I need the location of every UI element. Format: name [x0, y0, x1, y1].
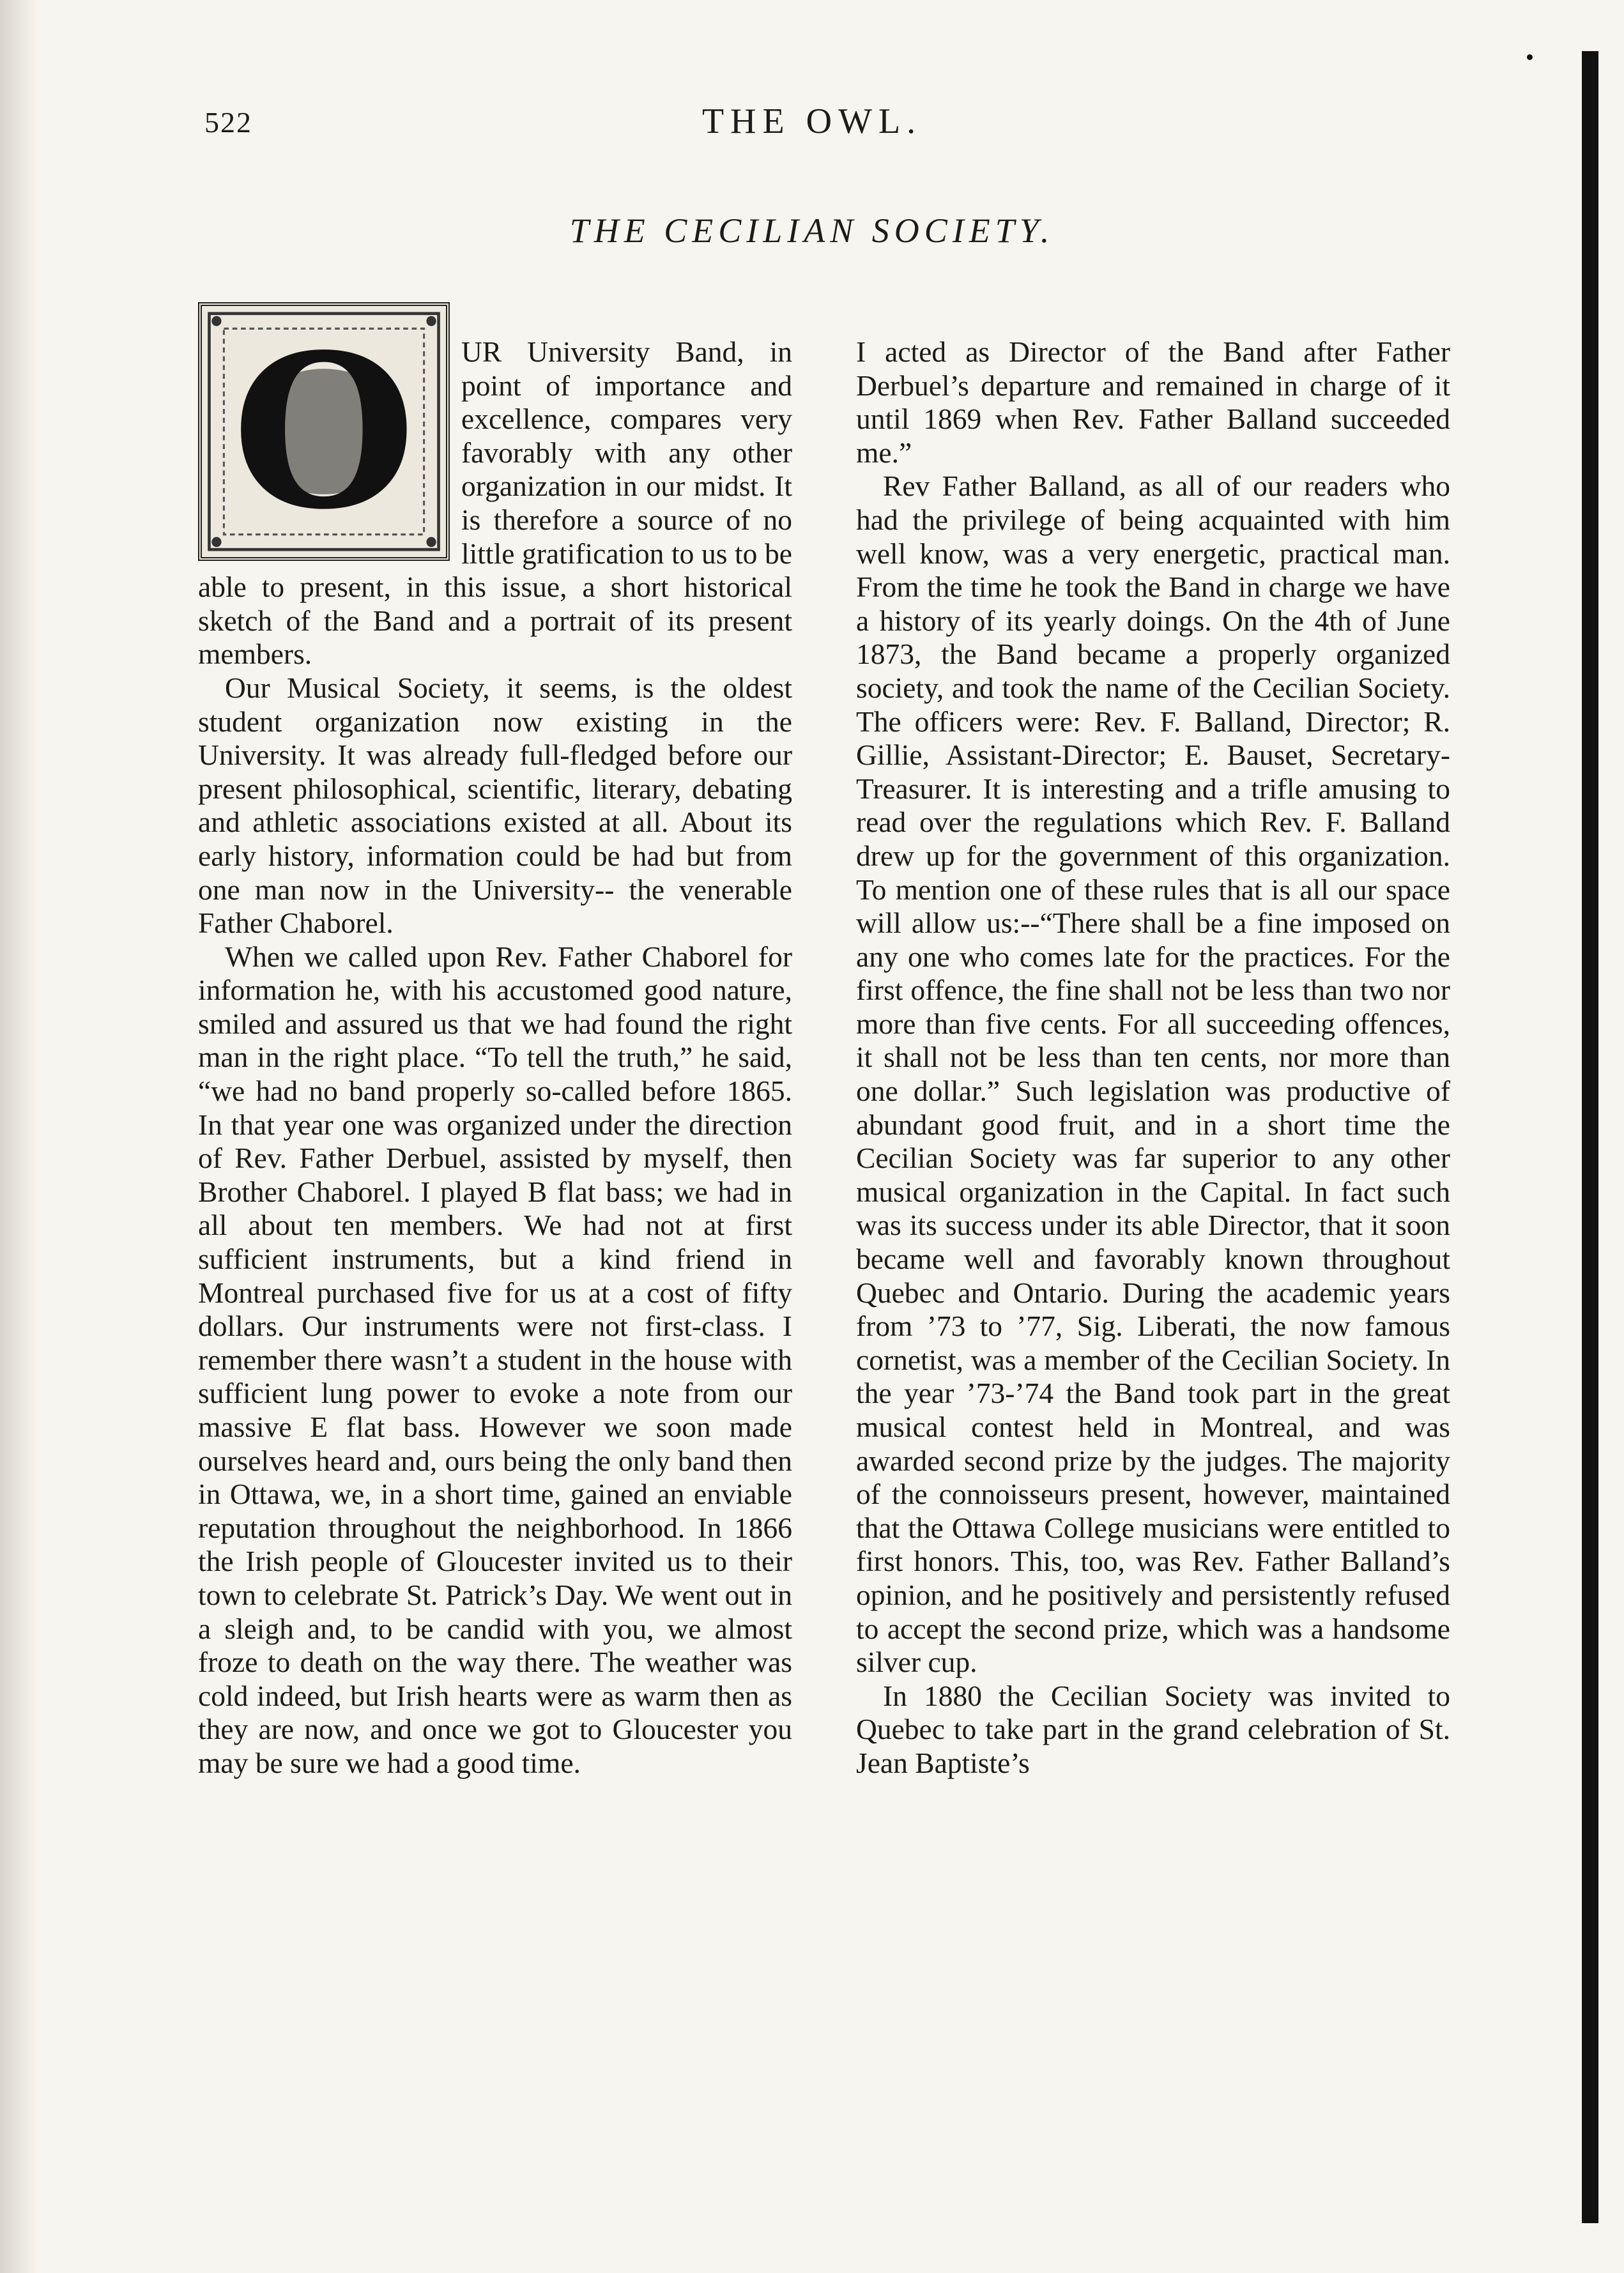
- ornamental-drop-cap: [198, 302, 450, 561]
- paragraph: UR University Band, in point of importance and excellence, compares very favorably with any other organization in our midst. It is therefore a source of no little gratification to us to be able to present, in this issue, a short historical sketch of the Band and a portrait of its present members.: [198, 335, 792, 671]
- right-column: [856, 335, 1450, 1780]
- page-edge-bar: [1582, 51, 1598, 2223]
- left-column: [198, 307, 792, 1780]
- drop-cap-letter: O: [232, 307, 416, 556]
- paragraph: Our Musical Society, it seems, is the oldest student organization now existing in the University. It was already full-fledged before our present philosophical, scientific, literary, debating and athletic associations existed at all. About its early history, information could be had but from one man now in the University-- the venerable Father Chaborel.: [198, 671, 792, 940]
- ink-speck: [1527, 54, 1533, 60]
- page-number: 522: [204, 106, 252, 139]
- paragraph: When we called upon Rev. Father Chaborel for information he, with his accustomed good nature, smiled and assured us that we had found the right man in the right place. “To tell the truth,” he said, “we had no band properly so-called before 1865. In that year one was organized under the direction of Rev. Father Derbuel, assisted by myself, then Brother Chaborel. I played B flat bass; we had in all about ten members. We had not at first sufficient instruments, but a kind friend in Montreal purchased five for us at a cost of fifty dollars. Our instruments were not first-class. I remember there wasn’t a student in the house with sufficient lung power to evoke a note from our massive E flat bass. However we soon made ourselves heard and, ours being the only band then in Ottawa, we, in a short time, gained an enviable reputation throughout the neighborhood. In 1866 the Irish people of Gloucester invited us to their town to celebrate St. Patrick’s Day. We went out in a sleigh and, to be candid with you, we almost froze to death on the way there. The weather was cold indeed, but Irish hearts were as warm then as they are now, and once we got to Gloucester you may be sure we had a good time.: [198, 940, 792, 1779]
- paragraph: I acted as Director of the Band after Father Derbuel’s departure and remained in charge of it until 1869 when Rev. Father Balland succeeded me.”: [856, 335, 1450, 469]
- running-head: THE OWL.: [701, 102, 923, 141]
- article-title: THE CECILIAN SOCIETY.: [569, 211, 1055, 250]
- page-binding-shadow: [0, 0, 38, 2273]
- paragraph: Rev Father Balland, as all of our readers who had the privilege of being acquainted with him well know, was a very energetic, practical man. From the time he took the Band in charge we have a history of its yearly doings. On the 4th of June 1873, the Band became a properly organized society, and took the name of the Cecilian Society. The officers were: Rev. F. Balland, Director; R. Gillie, Assistant-Director; E. Bauset, Secretary-Treasurer. It is interesting and a trifle amusing to read over the regulations which Rev. F. Balland drew up for the government of this organization. To mention one of these rules that is all our space will allow us:--“There shall be a fine imposed on any one who comes late for the practices. For the first offence, the fine shall not be less than two nor more than five cents. For all succeeding offences, it shall not be less than ten cents, nor more than one dollar.” Such legislation was productive of abundant good fruit, and in a short time the Cecilian Society was far superior to any other musical organization in the Capital. In fact such was its success under its able Director, that it soon became well and favorably known throughout Quebec and Ontario. During the academic years from ’73 to ’77, Sig. Liberati, the now famous cornetist, was a member of the Cecilian Society. In the year ’73-’74 the Band took part in the great musical contest held in Montreal, and was awarded second prize by the judges. The majority of the connoisseurs present, however, maintained that the Ottawa College musicians were entitled to first honors. This, too, was Rev. Father Balland’s opinion, and he positively and persistently refused to accept the second prize, which was a handsome silver cup.: [856, 470, 1450, 1679]
- paragraph: In 1880 the Cecilian Society was invited to Quebec to take part in the grand celebration of St. Jean Baptiste’s: [856, 1679, 1450, 1779]
